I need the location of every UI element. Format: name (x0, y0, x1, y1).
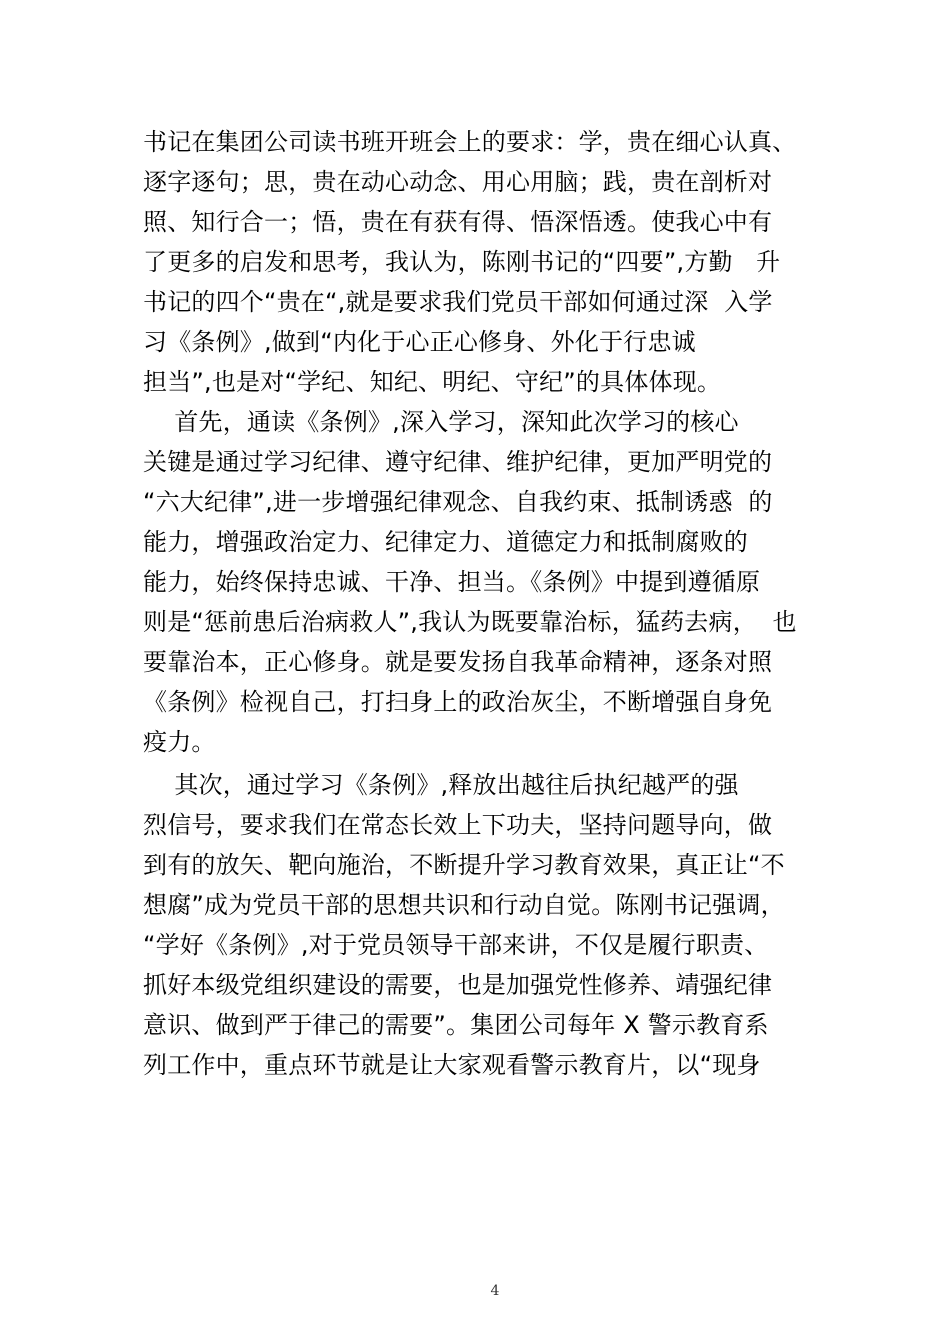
text-line: 意识、做到严于律己的需要”。集团公司每年 X 警示教育系 (143, 1011, 769, 1039)
paragraph-first-line: 首先，通读《条例》,深入学习，深知此次学习的核心 (143, 408, 739, 436)
text-line: 到有的放矢、靶向施治，不断提升学习教育效果，真正让“不 (143, 851, 785, 879)
text-line: 书记的四个“贵在“,就是要求我们党员干部如何通过深 入学 (143, 288, 773, 316)
text-line: 想腐”成为党员干部的思想共识和行动自觉。陈刚书记强调， (143, 891, 785, 919)
text-line: 习《条例》,做到“内化于心正心修身、外化于行忠诚 (143, 328, 696, 356)
text-line: 烈信号，要求我们在常态长效上下功夫，坚持问题导向，做 (143, 811, 773, 839)
text-line: 《条例》检视自己，打扫身上的政治灰尘，不断增强自身免 (143, 688, 773, 716)
text-line: 书记在集团公司读书班开班会上的要求：学，贵在细心认真、 (143, 128, 797, 156)
text-line: 抓好本级党组织建设的需要，也是加强党性修养、靖强纪律 (143, 971, 773, 999)
text-line: 关键是通过学习纪律、遵守纪律、维护纪律，更加严明党的 (143, 448, 773, 476)
page-number: 4 (490, 1283, 500, 1299)
text-line: “六大纪律”,进一步增强纪律观念、自我约束、抵制诱惑 的 (143, 488, 773, 516)
text-line: 了更多的启发和思考，我认为，陈刚书记的“四要”,方勤 升 (143, 248, 781, 276)
text-line: 列工作中，重点环节就是让大家观看警示教育片，以“现身 (143, 1051, 761, 1079)
paragraph-first-line: 其次，通过学习《条例》,释放出越往后执纪越严的强 (143, 771, 739, 799)
text-line: 担当”,也是对“学纪、知纪、明纪、守纪”的具体体现。 (143, 368, 722, 396)
text-line: 能力，增强政治定力、纪律定力、道德定力和抵制腐败的 (143, 528, 748, 556)
text-line: 照、知行合一；悟，贵在有获有得、悟深悟透。使我心中有 (143, 208, 773, 236)
text-line: 要靠治本，正心修身。就是要发扬自我革命精神，逐条对照 (143, 648, 773, 676)
text-line: “学好《条例》,对于党员领导干部来讲，不仅是履行职责、 (143, 931, 769, 959)
text-line: 疫力。 (143, 728, 216, 756)
text-line: 则是“惩前患后治病救人”,我认为既要靠治标，猛药去病， 也 (143, 608, 797, 636)
text-line: 逐字逐句；思，贵在动心动念、用心用脑；践，贵在剖析对 (143, 168, 773, 196)
text-line: 能力，始终保持忠诚、干净、担当。《条例》中提到遵循原 (143, 568, 761, 596)
